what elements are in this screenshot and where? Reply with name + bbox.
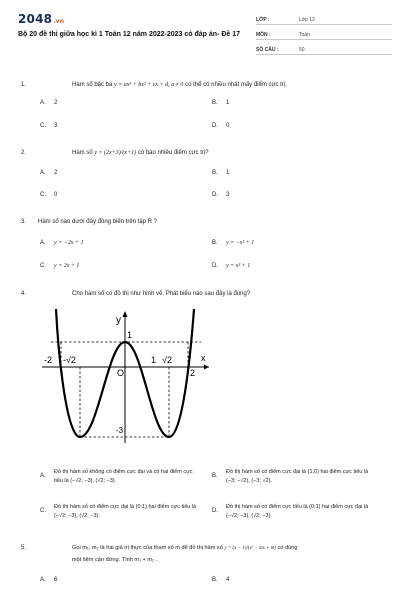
option-d[interactable]: D. 0 — [212, 123, 230, 129]
document-header — [18, 12, 388, 58]
meta-key: SỐ CÂU : — [256, 47, 279, 53]
tick-label-y-m3: -3 — [116, 426, 124, 435]
question-text-line2: một tiệm cận đứng. Tính m₁ + m₂ . — [72, 557, 158, 563]
option-c[interactable]: C. 3 — [40, 123, 58, 129]
question-number: 3. — [21, 219, 27, 225]
question-formula: y = (x − 1)/(x² − mx + m) — [224, 546, 277, 551]
question-text: Hàm số nào dưới đây đồng biến trên tập R ? — [38, 219, 158, 225]
question-number: 1. — [21, 82, 27, 88]
site-logo[interactable]: 2048.vn — [18, 12, 65, 26]
option-b[interactable]: B. 1 — [212, 170, 230, 176]
meta-value: Lớp 12 — [299, 17, 315, 23]
meta-key: MÔN : — [256, 32, 271, 38]
option-b[interactable]: B. 1 — [212, 100, 230, 106]
tick-label-x-1: 1 — [151, 355, 157, 365]
option-a[interactable]: A. y = −2x + 1 — [40, 240, 84, 246]
y-axis-label: y — [116, 315, 121, 326]
document-meta — [256, 14, 392, 59]
y-axis-arrow-icon — [123, 311, 128, 317]
tick-label-x-sqrt2: √2 — [162, 355, 172, 365]
option-b[interactable]: B. y = −x² + 1 — [212, 240, 255, 246]
option-a[interactable]: A. 6 — [40, 577, 58, 583]
question-text: Hàm số y = (2x+3)/(x+1) có bao nhiêu điểm cực trị? — [72, 150, 209, 156]
question-text: Cho hàm số có đồ thị như hình vẽ. Phát biểu nào sau đây là đúng? — [72, 291, 251, 297]
tick-label-y-1: 1 — [127, 330, 133, 340]
question-text: Gọi m₁, m₂ là hai giá trị thực của tham số m để đồ thị hàm số y = (x − 1)/(x² − mx + m) có đúng — [72, 545, 298, 551]
meta-value: 50 — [299, 47, 305, 53]
option-d[interactable]: D. Đồ thị hàm số có điểm cực tiểu là (0;1) hai điểm cực đại là (−√2; −3), (√2; −3). — [212, 504, 369, 519]
option-a[interactable]: A. Đồ thị hàm số không có điểm cực đại và có hai điểm cực tiểu là (−√2; −3), (√2; −3). — [40, 469, 193, 484]
question-formula: y = ax³ + bx² + cx + d, a ≠ 0 — [114, 82, 184, 88]
option-d[interactable]: D. y = x² + 1 — [212, 263, 251, 269]
option-b[interactable]: B. 4 — [212, 577, 230, 583]
question-number: 4. — [21, 291, 27, 297]
document-title: Bộ 20 đề thi giữa học kì 1 Toán 12 năm 2022-2023 có đáp án- Đề 17 — [18, 31, 241, 38]
option-b[interactable]: B. Đồ thị hàm số có điểm cực đại là (1;0) hai điểm cực tiểu là (−3; −√2), (−3; √2). — [212, 469, 369, 484]
meta-class-row — [256, 14, 392, 25]
tick-label-x-m2: -2 — [44, 355, 53, 365]
option-a[interactable]: A. 2 — [40, 170, 58, 176]
question-formula: y = (2x+3)/(x+1) — [94, 150, 137, 156]
meta-subject-row — [256, 29, 392, 40]
question-number: 5. — [21, 545, 27, 551]
tick-label-x-msqrt2: -√2 — [63, 355, 76, 365]
function-graph — [36, 309, 211, 444]
meta-value: Toán — [299, 32, 310, 38]
x-axis-arrow-icon — [204, 365, 209, 370]
option-d[interactable]: D. 3 — [212, 192, 230, 198]
meta-count-row — [256, 44, 392, 55]
question-number: 2. — [21, 150, 27, 156]
tick-label-x-2: 2 — [190, 368, 196, 378]
option-c[interactable]: C. Đồ thị hàm số có điểm cực đại là (0;1) hai điểm cực tiểu là (−√2; −3), (√2; −3). — [40, 504, 197, 519]
option-c[interactable]: C. 0 — [40, 192, 58, 198]
meta-key: LỚP : — [256, 17, 270, 23]
x-axis-label: x — [201, 353, 206, 363]
origin-label: O — [117, 368, 125, 378]
option-a[interactable]: A. 2 — [40, 100, 58, 106]
question-text: Hàm số bậc ba y = ax³ + bx² + cx + d, a ≠ 0 có thể có nhiều nhất mấy điểm cực trị. — [72, 82, 287, 88]
option-c[interactable]: C. y = 2x + 1 — [40, 263, 80, 269]
